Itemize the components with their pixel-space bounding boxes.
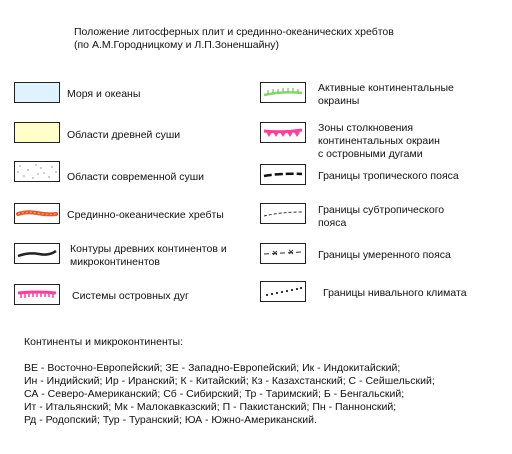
mid-ocean-ridge-swatch: [14, 203, 60, 224]
continents-line: Ит - Итальянский; Мк - Малокавказский; П - Пакистанский; Пн - Паннонский;: [24, 401, 397, 413]
map-legend-title: [74, 26, 494, 52]
tropical-belt-swatch: [260, 164, 306, 185]
nival-climate-swatch: [260, 281, 306, 302]
ancient-continent-contour-label: Контуры древних континентов и микроконтинентов: [70, 243, 227, 268]
seas-swatch: [14, 82, 60, 103]
modern-land-swatch: [14, 161, 60, 182]
title-line-1: Положение литосферных плит и срединно-океанических хребтов: [74, 26, 394, 38]
modern-land-label: Области современной суши: [67, 171, 205, 183]
continents-line: ВЕ - Восточно-Европейский; ЗЕ - Западно-Европейский; Ик - Индокитайский;: [24, 362, 401, 374]
ancient-continent-contour-swatch: [14, 243, 60, 264]
ancient-land-label: Области древней суши: [67, 129, 181, 141]
tropical-belt-label: Границы тропического пояса: [318, 170, 459, 182]
collision-zone-swatch: [260, 122, 306, 143]
continents-heading: Континенты и микроконтиненты:: [24, 336, 184, 348]
subtropical-belt-label: Границы субтропического пояса: [318, 204, 445, 229]
nival-climate-label: Границы нивального климата: [323, 287, 467, 299]
collision-zone-label: Зоны столкновения континентальных окраин с островными дугами: [318, 122, 440, 160]
ancient-land-swatch: [14, 122, 60, 143]
temperate-belt-label: Границы умеренного пояса: [318, 249, 451, 261]
continents-line: Ин - Индийский; Ир - Иранский; К - Китайский; Кз - Казахстанский; С - Сейшельский;: [24, 375, 435, 387]
island-arc-swatch: [14, 284, 60, 305]
seas-label: Моря и океаны: [67, 88, 141, 100]
title-line-2: (по А.М.Городницкому и Л.П.Зоненшайну): [74, 39, 280, 51]
mid-ocean-ridge-label: Срединно-океанические хребты: [67, 209, 224, 221]
continents-line: Рд - Родопский; Тур - Туранский; ЮА - Южно-Американский.: [24, 414, 317, 426]
continents-abbreviation-list: [24, 336, 435, 427]
continents-line: СА - Северо-Американский; Сб - Сибирский; Тр - Таримский; Б - Бенгальский;: [24, 388, 405, 400]
active-margin-label: Активные континентальные окраины: [318, 82, 454, 107]
island-arc-label: Системы островных дуг: [72, 290, 189, 302]
subtropical-belt-swatch: [260, 203, 306, 224]
temperate-belt-swatch: [260, 243, 306, 264]
active-margin-swatch: [260, 82, 306, 103]
